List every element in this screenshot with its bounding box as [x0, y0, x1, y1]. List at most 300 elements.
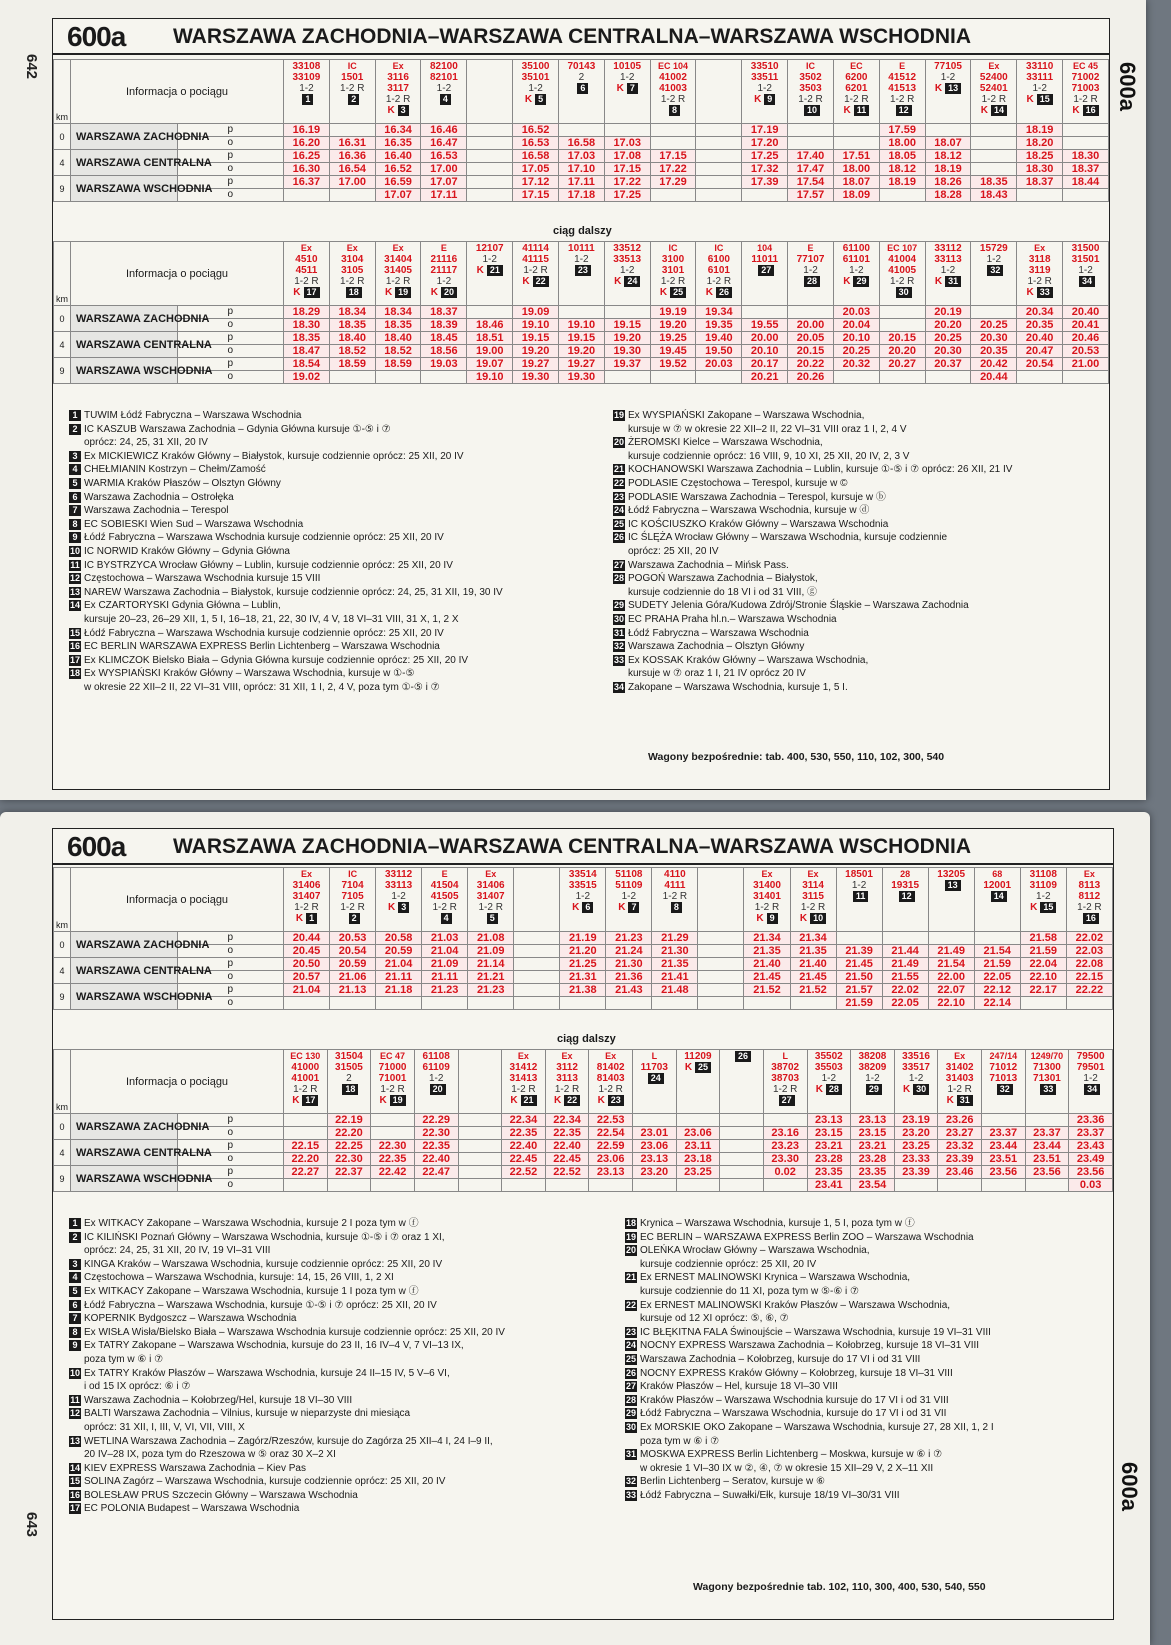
timetable-page-642: [0, 0, 1146, 800]
time-cell: 20.10: [742, 345, 788, 358]
footnote-number: 10: [69, 545, 80, 556]
train-number: 77107: [796, 254, 825, 265]
footnote-text: MOSKWA EXPRESS Berlin Lichtenberg – Moskwa, kursuje w ⑥ i ⑦: [640, 1449, 943, 1461]
time-cell: 18.35: [329, 319, 375, 332]
train-number-2: 41505: [430, 891, 459, 902]
empty-cell: [414, 1179, 458, 1192]
arr-dep-label: p: [177, 332, 284, 345]
footnote-text: poza tym w ⑥ i ⑦: [84, 1353, 164, 1365]
footnote-text: kursuje w ⑦ oraz 1 I, 21 IV oprócz 20 IV: [628, 668, 806, 680]
empty-cell: [696, 124, 742, 137]
footnote-text: oprócz: 31 XII, I, III, V, VI, VII, VIII, X: [84, 1421, 245, 1433]
train-note-ref: [560, 265, 603, 276]
train-note-ref: [927, 276, 970, 287]
footnote-line: [625, 1231, 1105, 1245]
note-number: 21: [521, 1095, 537, 1106]
train-note-ref: [652, 287, 695, 298]
footnote-text: Warszawa Zachodnia – Mińsk Pass.: [628, 559, 789, 571]
time-cell: 21.31: [560, 971, 606, 984]
time-cell: 20.50: [284, 958, 330, 971]
time-cell: 19.10: [558, 319, 604, 332]
footnote-line: [625, 1312, 1105, 1326]
time-cell: 18.39: [421, 319, 467, 332]
train-number: 6100: [707, 254, 730, 265]
train-number-2: 4111: [664, 880, 686, 891]
train-number: 11011: [751, 254, 779, 265]
note-number: 28: [826, 1084, 842, 1095]
empty-cell: [696, 176, 742, 189]
timetable-block-2: [53, 241, 1109, 384]
reservation-mark: K: [387, 105, 395, 116]
train-class: 1-2: [619, 265, 635, 276]
train-category: Ex: [346, 243, 358, 253]
note-number: 7: [628, 902, 639, 913]
footnote-text: EC BERLIN WARSZAWA EXPRESS Berlin Lichtenberg – Warszawa Wschodnia: [84, 641, 440, 653]
footnote-line: [613, 572, 1103, 586]
time-cell: 20.46: [1063, 332, 1109, 345]
footnote-text: Krynica – Warszawa Wschodnia, kursuje 1, 5 I, poza tym w ⓕ: [640, 1218, 915, 1229]
empty-cell: [514, 945, 560, 958]
train-number-2: 71003: [1071, 83, 1100, 94]
train-header: [329, 60, 375, 124]
time-cell: 20.37: [925, 358, 971, 371]
train-class: 1-2: [1083, 1073, 1098, 1084]
time-cell: 18.12: [925, 150, 971, 163]
train-category: 1249/70: [1030, 1051, 1064, 1061]
footnote-line: [613, 423, 1103, 437]
empty-cell: [284, 189, 330, 202]
continued-label: ciąg dalszy: [553, 225, 612, 237]
empty-cell: [327, 1179, 371, 1192]
train-number: 71012: [989, 1062, 1018, 1073]
footnote-text: Warszawa Zachodnia – Olsztyn Główny: [628, 641, 805, 653]
train-header: [422, 868, 468, 932]
train-header: [1063, 60, 1109, 124]
footnote-line: [69, 586, 589, 600]
reservation-mark: K: [1030, 902, 1038, 913]
train-note-ref: [331, 94, 374, 105]
time-cell: 21.09: [468, 945, 514, 958]
train-number: 11209: [684, 1051, 712, 1062]
train-note-ref: [896, 1084, 937, 1095]
time-cell: 16.53: [513, 137, 559, 150]
empty-cell: [329, 371, 375, 384]
time-cell: 21.08: [468, 932, 514, 945]
footnote-number: 8: [69, 519, 81, 530]
note-number: 24: [624, 276, 640, 287]
note-number: 19: [390, 1095, 406, 1106]
train-class: 2: [578, 72, 585, 83]
time-cell: 19.15: [513, 332, 559, 345]
footnote-line: [69, 1462, 589, 1476]
footnote-line: [625, 1407, 1105, 1421]
time-cell: 19.00: [467, 345, 513, 358]
footnote-text: kursuje codziennie do 11 XI, poza tym w ⑤-⑥ i ⑦: [640, 1285, 860, 1297]
time-cell: 23.19: [894, 1114, 938, 1127]
train-class: 1-2 R: [511, 1084, 536, 1095]
train-number-2: 71001: [378, 1073, 407, 1084]
time-cell: 21.24: [606, 945, 652, 958]
time-cell: 23.43: [1069, 1140, 1113, 1153]
time-cell: 23.36: [1069, 1114, 1113, 1127]
empty-cell: [458, 1127, 502, 1140]
train-class: 1-2: [940, 72, 956, 83]
footnote-line: [613, 409, 1103, 423]
footnote-number: 19: [613, 410, 624, 420]
time-cell: 23.32: [938, 1140, 982, 1153]
train-category: E: [899, 61, 906, 71]
time-cell: 20.35: [971, 345, 1017, 358]
train-class: 1-2: [482, 254, 497, 265]
footnote-text: Warszawa Zachodnia – Ostrołęka: [84, 491, 234, 503]
footnote-line: [613, 463, 1103, 477]
footnote-text: Ex WISŁA Wisła/Bielsko Biała – Warszawa Wschodnia kursuje codziennie oprócz: 25 XII, 20 IV: [84, 1326, 505, 1338]
time-cell: 22.35: [545, 1127, 589, 1140]
time-cell: 18.51: [467, 332, 513, 345]
train-class: 1-2 R: [947, 1084, 972, 1095]
train-header: [513, 242, 559, 306]
empty-cell: [698, 971, 744, 984]
empty-cell: [376, 997, 422, 1010]
footnote-line: [69, 1285, 589, 1299]
empty-cell: [971, 306, 1017, 319]
train-category: IC: [668, 243, 678, 253]
note-number: 21: [487, 265, 503, 276]
time-cell: 21.35: [652, 958, 698, 971]
train-number: 31406: [292, 880, 321, 891]
note-number: 16: [1083, 105, 1099, 116]
footnote-line: [625, 1489, 1105, 1503]
time-cell: 18.30: [1063, 150, 1109, 163]
footnote-text: kursuje codziennie oprócz: 16 VIII, 9, 10 XI, 25 XII, 20 IV, 2, 3 V: [628, 450, 910, 462]
footnote-text: Częstochowa – Warszawa Wschodnia kursuje 15 VIII: [84, 573, 321, 585]
time-cell: 18.19: [879, 176, 925, 189]
time-cell: 19.09: [513, 306, 559, 319]
station-name: WARSZAWA WSCHODNIA: [71, 176, 178, 202]
time-cell: 22.07: [928, 984, 974, 997]
time-cell: 19.15: [604, 319, 650, 332]
train-number-2: 3115: [802, 891, 824, 902]
train-category: EC 104: [658, 61, 689, 71]
title-bar: [53, 829, 1113, 865]
empty-cell: [468, 997, 514, 1010]
train-note-ref: [285, 94, 328, 105]
time-cell: 20.21: [742, 371, 788, 384]
reservation-mark: K: [756, 913, 764, 924]
time-cell: 17.05: [513, 163, 559, 176]
empty-cell: [698, 958, 744, 971]
time-cell: 23.54: [851, 1179, 895, 1192]
train-class: 2: [346, 1073, 352, 1084]
footnote-text: Ex MICKIEWICZ Kraków Główny – Białystok, kursuje codziennie oprócz: 25 XII, 20 IV: [84, 450, 464, 462]
train-number-2: 41003: [659, 83, 687, 94]
footnote-line: [625, 1299, 1105, 1313]
train-class: 1-2 R: [844, 94, 869, 105]
arr-dep-label: o: [177, 1179, 284, 1192]
footnote-line: [69, 1475, 589, 1489]
footnote-text: OLEŃKA Wrocław Główny – Warszawa Wschodnia,: [640, 1245, 870, 1257]
train-class: 1-2: [391, 891, 406, 902]
train-header: [1069, 1050, 1113, 1114]
reservation-mark: K: [815, 1084, 823, 1095]
empty-cell: [633, 1114, 677, 1127]
footnote-text: Zakopane – Warszawa Wschodnia, kursuje 1, 5 I.: [628, 681, 848, 693]
time-cell: 22.19: [327, 1114, 371, 1127]
timetable-block-2: [53, 1049, 1113, 1192]
footnote-text: Kraków Płaszów – Hel, kursuje 18 VI–30 VIII: [640, 1381, 838, 1393]
time-cell: 22.10: [928, 997, 974, 1010]
train-header: [414, 1050, 458, 1114]
empty-cell: [467, 189, 513, 202]
time-cell: 23.51: [982, 1153, 1026, 1166]
train-header: [742, 242, 788, 306]
footnote-line: [625, 1326, 1105, 1340]
time-cell: 17.18: [558, 189, 604, 202]
empty-cell: [882, 932, 928, 945]
empty-cell: [744, 997, 790, 1010]
time-cell: 18.52: [329, 345, 375, 358]
empty-cell: [329, 189, 375, 202]
footnote-number: 2: [69, 1232, 81, 1243]
footnote-text: Berlin Lichtenberg – Seratov, kursuje w ⑥: [640, 1476, 825, 1488]
empty-cell: [371, 1179, 415, 1192]
train-category: E: [440, 243, 447, 253]
time-cell: 23.28: [851, 1153, 895, 1166]
footnote-text: kursuje codziennie oprócz: 25 XII, 20 IV: [640, 1258, 817, 1270]
time-cell: 21.06: [330, 971, 376, 984]
train-header: [606, 868, 652, 932]
train-note-ref: [469, 913, 512, 924]
footnote-number: 21: [625, 1272, 636, 1283]
time-cell: 23.46: [938, 1166, 982, 1179]
empty-cell: [925, 124, 971, 137]
train-class: 1-2 R: [340, 83, 365, 94]
time-cell: 23.25: [894, 1140, 938, 1153]
train-header: [650, 242, 696, 306]
time-cell: 18.59: [375, 358, 421, 371]
empty-cell: [458, 1140, 502, 1153]
train-header: [1020, 868, 1066, 932]
empty-cell: [879, 371, 925, 384]
footnote-line: [613, 667, 1103, 681]
time-cell: 21.52: [790, 984, 836, 997]
train-note-ref: [939, 1095, 980, 1106]
note-number: 7: [627, 83, 638, 94]
footnote-line: [625, 1339, 1105, 1353]
footnote-line: [69, 1244, 589, 1258]
arr-dep-label: p: [177, 932, 284, 945]
time-cell: 18.19: [1017, 124, 1063, 137]
train-number-2: 35503: [814, 1062, 843, 1073]
train-class: 1-2: [574, 254, 589, 265]
footnote-line: [69, 667, 589, 681]
train-header: [558, 242, 604, 306]
time-cell: 22.15: [1066, 971, 1112, 984]
footnote-text: IC BYSTRZYCA Wrocław Główny – Lublin, kursuje codziennie oprócz: 25 XII, 20 IV: [84, 559, 453, 571]
time-cell: 20.34: [1017, 306, 1063, 319]
time-cell: 18.40: [375, 332, 421, 345]
train-number: 81402: [596, 1062, 625, 1073]
footnote-text: Ex WYSPIAŃSKI Kraków Główny – Warszawa Wschodnia, kursuje w ①-⑤: [84, 668, 415, 680]
footnote-number: 16: [69, 1489, 80, 1500]
time-cell: 23.01: [633, 1127, 677, 1140]
page-title: WARSZAWA ZACHODNIA–WARSZAWA CENTRALNA–WARSZAWA WSCHODNIA: [173, 25, 971, 48]
footnote-text: Ex TATRY Kraków Płaszów – Warszawa Wschodnia, kursuje 24 II–15 IV, 5 V–6 VI,: [84, 1367, 450, 1379]
time-cell: 19.50: [696, 345, 742, 358]
time-cell: 22.04: [1020, 958, 1066, 971]
note-number: 14: [991, 891, 1007, 902]
time-cell: 19.52: [650, 358, 696, 371]
train-number: 71300: [1033, 1062, 1061, 1073]
footnote-line: [625, 1380, 1105, 1394]
empty-cell: [467, 176, 513, 189]
train-header: [696, 60, 742, 124]
note-number: 23: [575, 265, 591, 276]
note-number: 3: [398, 902, 409, 913]
train-header: [882, 868, 928, 932]
train-number-2: 41005: [888, 265, 917, 276]
note-number: 31: [945, 276, 961, 287]
train-number: 18501: [845, 869, 873, 880]
empty-cell: [720, 1166, 764, 1179]
footnote-number: 8: [69, 1327, 81, 1338]
time-cell: 22.47: [414, 1166, 458, 1179]
empty-cell: [698, 997, 744, 1010]
time-cell: 17.03: [604, 137, 650, 150]
note-number: 31: [957, 1095, 973, 1106]
footnote-line: [613, 450, 1103, 464]
time-cell: 18.28: [925, 189, 971, 202]
empty-cell: [696, 163, 742, 176]
time-cell: 16.31: [329, 137, 375, 150]
train-header: [604, 242, 650, 306]
train-number-2: 31407: [292, 891, 321, 902]
train-number: 82100: [429, 61, 458, 72]
empty-cell: [650, 189, 696, 202]
footnote-number: 20: [625, 1245, 636, 1256]
footnote-number: 5: [69, 478, 81, 489]
train-category: Ex: [517, 1051, 529, 1061]
train-note-ref: [789, 105, 832, 116]
time-cell: 20.04: [833, 319, 879, 332]
time-cell: 22.34: [545, 1114, 589, 1127]
train-number-2: 35101: [521, 72, 550, 83]
time-cell: 23.15: [851, 1127, 895, 1140]
time-cell: 16.37: [284, 176, 330, 189]
train-number: 33514: [568, 869, 597, 880]
time-cell: 17.57: [788, 189, 834, 202]
train-number: 33112: [934, 243, 962, 254]
footnote-number: 7: [69, 1313, 81, 1324]
train-header: [833, 60, 879, 124]
note-number: 1: [302, 94, 313, 105]
timetable-block-1: [53, 59, 1109, 202]
train-header: [1017, 242, 1063, 306]
train-number-2: 21117: [430, 265, 458, 276]
empty-cell: [788, 124, 834, 137]
note-number: 13: [945, 880, 961, 891]
train-category: L: [782, 1051, 788, 1061]
train-number-2: 8112: [1078, 891, 1101, 902]
footnote-number: 14: [69, 600, 80, 611]
train-note-ref: [652, 105, 695, 116]
train-category: EC 45: [1073, 61, 1099, 71]
train-number-2: 33109: [292, 72, 321, 83]
train-class: 1-2: [1036, 891, 1051, 902]
time-cell: 19.20: [513, 345, 559, 358]
time-cell: 23.27: [938, 1127, 982, 1140]
footnote-text: Ex KOSSAK Kraków Główny – Warszawa Wschodnia,: [628, 654, 869, 666]
train-number: 12107: [475, 243, 504, 254]
time-cell: 17.15: [604, 163, 650, 176]
train-number: 4110: [664, 869, 686, 880]
time-cell: 23.06: [676, 1127, 720, 1140]
empty-cell: [467, 163, 513, 176]
train-number-2: 31403: [945, 1073, 974, 1084]
train-number-2: 41001: [291, 1073, 320, 1084]
train-category: E: [441, 869, 448, 879]
time-cell: 18.35: [375, 319, 421, 332]
note-number: 16: [1083, 913, 1099, 924]
station-name: WARSZAWA CENTRALNA: [71, 150, 178, 176]
footnote-text: Warszawa Zachodnia – Kołobrzeg/Hel, kursuje 18 VI–30 VIII: [84, 1394, 353, 1406]
time-cell: 21.14: [468, 958, 514, 971]
train-class: 1-2 R: [1077, 902, 1102, 913]
train-number-2: 33513: [613, 254, 642, 265]
train-class: 1-2: [436, 83, 452, 94]
footnote-line: [69, 1217, 589, 1231]
time-cell: 18.40: [329, 332, 375, 345]
empty-cell: [652, 997, 698, 1010]
train-number: 31402: [945, 1062, 974, 1073]
train-number-2: 38209: [858, 1062, 887, 1073]
time-cell: 17.51: [833, 150, 879, 163]
time-cell: 19.10: [467, 371, 513, 384]
station-name: WARSZAWA ZACHODNIA: [71, 1114, 178, 1140]
time-cell: 19.07: [467, 358, 513, 371]
note-number: 26: [716, 287, 732, 298]
time-cell: 18.35: [284, 332, 330, 345]
time-cell: 23.13: [851, 1114, 895, 1127]
footnote-number: 12: [69, 573, 80, 584]
footnote-line: [613, 491, 1103, 505]
note-number: 3: [398, 105, 409, 116]
train-number-2: 4511: [295, 265, 318, 276]
arr-dep-label: p: [177, 150, 284, 163]
footnote-number: 7: [69, 505, 81, 516]
train-header: [589, 1050, 633, 1114]
empty-cell: [974, 932, 1020, 945]
footnote-number: 26: [625, 1367, 636, 1378]
empty-cell: [633, 1179, 677, 1192]
empty-cell: [879, 306, 925, 319]
train-number-2: 61101: [842, 254, 870, 265]
train-note-ref: [930, 880, 973, 891]
train-number-2: 3105: [341, 265, 364, 276]
time-cell: 21.19: [560, 932, 606, 945]
train-header: [982, 1050, 1026, 1114]
train-category: EC 130: [290, 1051, 321, 1061]
train-header: [284, 1050, 328, 1114]
footnote-text: i od 15 IX oprócz: ⑥ i ⑦: [84, 1381, 191, 1393]
note-number: 12: [899, 891, 915, 902]
arr-dep-label: o: [177, 371, 284, 384]
empty-cell: [650, 137, 696, 150]
time-cell: 22.52: [545, 1166, 589, 1179]
reservation-mark: K: [1072, 105, 1080, 116]
train-header: [604, 60, 650, 124]
note-number: 32: [987, 265, 1003, 276]
